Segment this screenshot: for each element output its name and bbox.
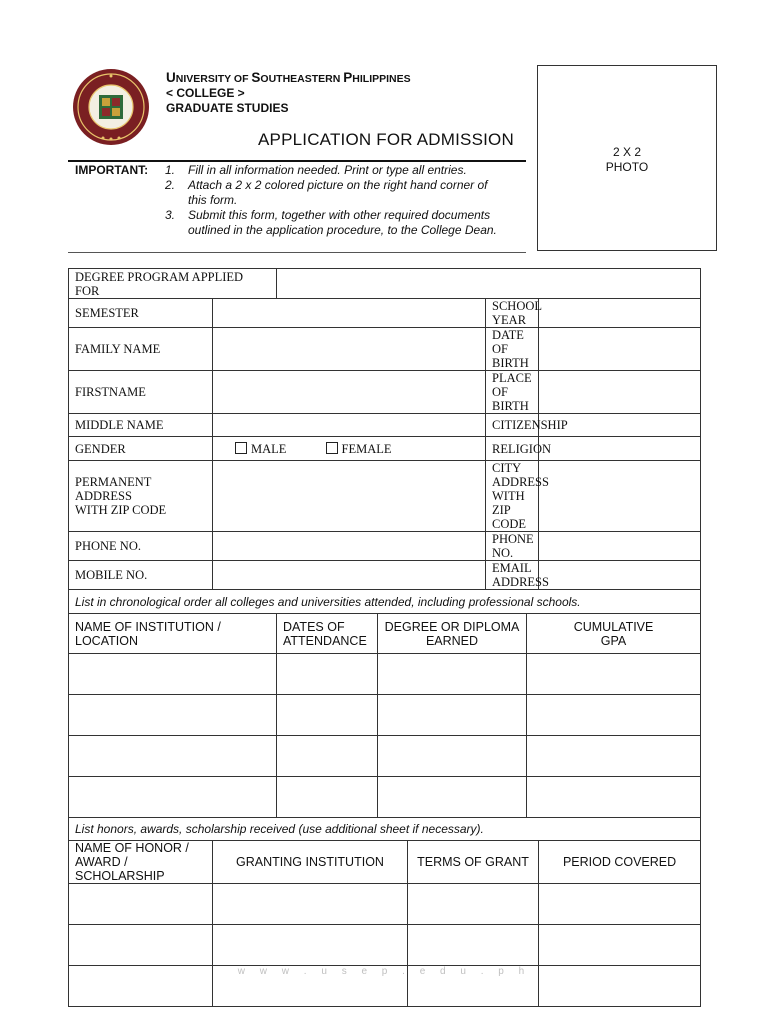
form-title: APPLICATION FOR ADMISSION [258, 130, 514, 149]
instruction-item: 2. Attach a 2 x 2 colored picture on the right hand corner of [165, 178, 488, 192]
application-form-table [68, 268, 701, 1007]
education-note: List in chronological order all colleges and universities attended, including professional schools. [69, 590, 701, 614]
date-of-birth-field[interactable] [539, 328, 701, 371]
university-seal-logo [72, 68, 150, 146]
table-row [69, 736, 701, 777]
table-row [69, 695, 701, 736]
institution-header: NAME OF INSTITUTION / LOCATION [69, 614, 277, 654]
place-of-birth-field[interactable] [539, 371, 701, 414]
degree-header: DEGREE OR DIPLOMA EARNED [378, 614, 527, 654]
permanent-address-field[interactable] [213, 461, 486, 532]
table-row [69, 925, 701, 966]
religion-field[interactable] [539, 437, 701, 461]
phone-field[interactable] [213, 532, 486, 561]
instructions-list: 1. Fill in all information needed. Print or type all entries. 2. Attach a 2 x 2 colored picture on the right hand corner of this form. 3. Submit this form, together with other required documents outlined in the application procedure, to the College Dean. [165, 163, 525, 238]
dates-header: DATES OF ATTENDANCE [277, 614, 378, 654]
semester-field[interactable] [213, 299, 486, 328]
family-name-field[interactable] [213, 328, 486, 371]
female-checkbox[interactable]: FEMALE [326, 442, 392, 456]
instructions-divider [68, 252, 526, 253]
photo-box[interactable]: 2 X 2 PHOTO [537, 65, 717, 251]
period-covered-header: PERIOD COVERED [539, 841, 701, 884]
semester-label: SEMESTER [69, 299, 213, 328]
mobile-field[interactable] [213, 561, 486, 590]
degree-program-label: DEGREE PROGRAM APPLIED FOR [69, 269, 277, 299]
date-of-birth-label: DATE OF BIRTH [486, 328, 539, 371]
city-address-field[interactable] [539, 461, 701, 532]
gender-label: GENDER [69, 437, 213, 461]
website-footer: w w w . u s e p . e d u . p h [237, 966, 531, 977]
header-divider [68, 160, 526, 162]
honors-note: List honors, awards, scholarship received (use additional sheet if necessary). [69, 818, 701, 841]
male-checkbox[interactable]: MALE [235, 442, 286, 456]
place-of-birth-label: PLACE OF BIRTH [486, 371, 539, 414]
honor-name-header: NAME OF HONOR / AWARD / SCHOLARSHIP [69, 841, 213, 884]
firstname-label: FIRSTNAME [69, 371, 213, 414]
email-label: EMAIL ADDRESS [486, 561, 539, 590]
important-label: IMPORTANT: [75, 163, 149, 177]
school-year-field[interactable] [539, 299, 701, 328]
table-row [69, 884, 701, 925]
city-phone-field[interactable] [539, 532, 701, 561]
middle-name-field[interactable] [213, 414, 486, 437]
gpa-header: CUMULATIVE GPA [527, 614, 701, 654]
checkbox-icon [235, 442, 247, 454]
terms-of-grant-header: TERMS OF GRANT [408, 841, 539, 884]
city-address-label: CITY ADDRESS WITH ZIP CODE [486, 461, 539, 532]
checkbox-icon [326, 442, 338, 454]
instruction-item: 3. Submit this form, together with other required documents [165, 208, 491, 222]
instruction-item: 1. Fill in all information needed. Print or type all entries. [165, 163, 467, 177]
degree-program-field[interactable] [277, 269, 701, 299]
granting-institution-header: GRANTING INSTITUTION [213, 841, 408, 884]
gender-options [213, 437, 486, 461]
mobile-label: MOBILE NO. [69, 561, 213, 590]
email-field[interactable] [539, 561, 701, 590]
graduate-studies: GRADUATE STUDIES [166, 101, 289, 115]
firstname-field[interactable] [213, 371, 486, 414]
citizenship-label: CITIZENSHIP [486, 414, 539, 437]
religion-label: RELIGION [486, 437, 539, 461]
school-year-label: SCHOOL YEAR [486, 299, 539, 328]
phone-label: PHONE NO. [69, 532, 213, 561]
city-phone-label: PHONE NO. [486, 532, 539, 561]
family-name-label: FAMILY NAME [69, 328, 213, 371]
table-row [69, 654, 701, 695]
university-name: UNIVERSITY OF SOUTHEASTERN PHILIPPINES [166, 70, 411, 85]
permanent-address-label: PERMANENT ADDRESS WITH ZIP CODE [69, 461, 213, 532]
college-name: < COLLEGE > [166, 86, 245, 100]
middle-name-label: MIDDLE NAME [69, 414, 213, 437]
table-row [69, 777, 701, 818]
